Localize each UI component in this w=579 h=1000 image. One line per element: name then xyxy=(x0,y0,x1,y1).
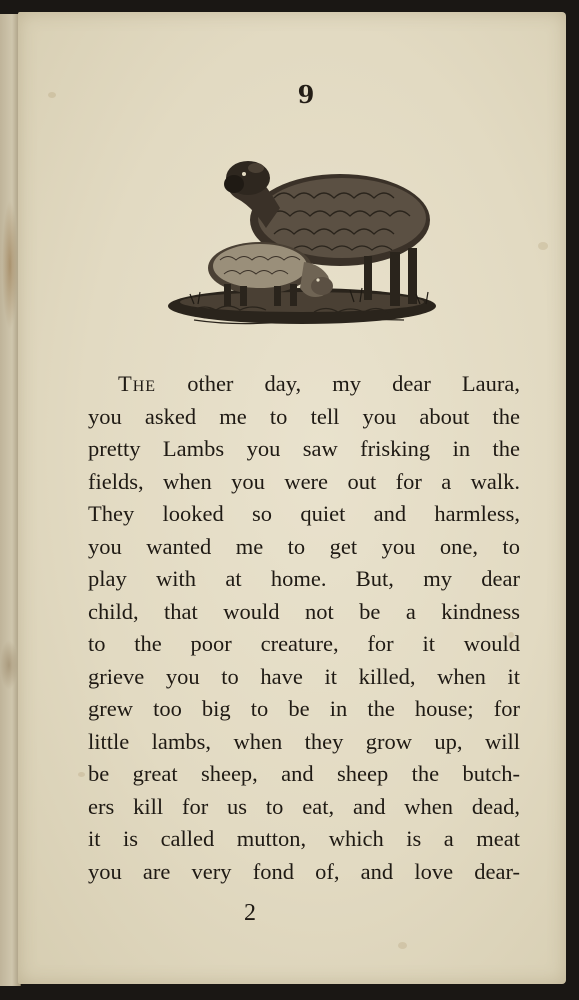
opening-word: The xyxy=(118,371,157,396)
text-line: child, that would not be a kindness xyxy=(88,598,520,624)
foxing-spot xyxy=(398,942,407,949)
text-line: pretty Lambs you saw frisking in the xyxy=(88,436,520,461)
text-line: it is called mutton, which is a meat xyxy=(88,826,520,851)
text-line: you wanted me to get you one, to xyxy=(88,533,520,559)
text-line: ers kill for us to eat, and when dead, xyxy=(88,793,520,819)
text-line: play with at home. But, my dear xyxy=(88,566,520,591)
page-number: 9 xyxy=(297,80,315,109)
foxing-spot xyxy=(538,242,548,250)
text-line: They looked so quiet and harmless, xyxy=(88,501,520,526)
text-line: be great sheep, and sheep the butch- xyxy=(88,761,520,786)
text-line: fields, when you were out for a walk. xyxy=(88,468,520,494)
paper-stain xyxy=(0,640,18,690)
sheep-and-lamb-woodcut-icon xyxy=(164,138,440,334)
signature-mark: 2 xyxy=(244,900,256,926)
book-page xyxy=(18,12,566,984)
text-line: grew too big to be in the house; for xyxy=(88,696,520,721)
text-line: grieve you to have it killed, when it xyxy=(88,663,520,689)
body-text xyxy=(88,368,520,888)
text-line: little lambs, when they grow up, will xyxy=(88,728,520,754)
text-line: you are very fond of, and love dear- xyxy=(88,858,520,884)
text-line: The other day, my dear Laura, xyxy=(118,371,521,396)
text-line: to the poor creature, for it would xyxy=(88,631,520,656)
text-line: you asked me to tell you about the xyxy=(88,403,520,429)
paper-stain xyxy=(2,200,18,330)
foxing-spot xyxy=(78,772,85,777)
